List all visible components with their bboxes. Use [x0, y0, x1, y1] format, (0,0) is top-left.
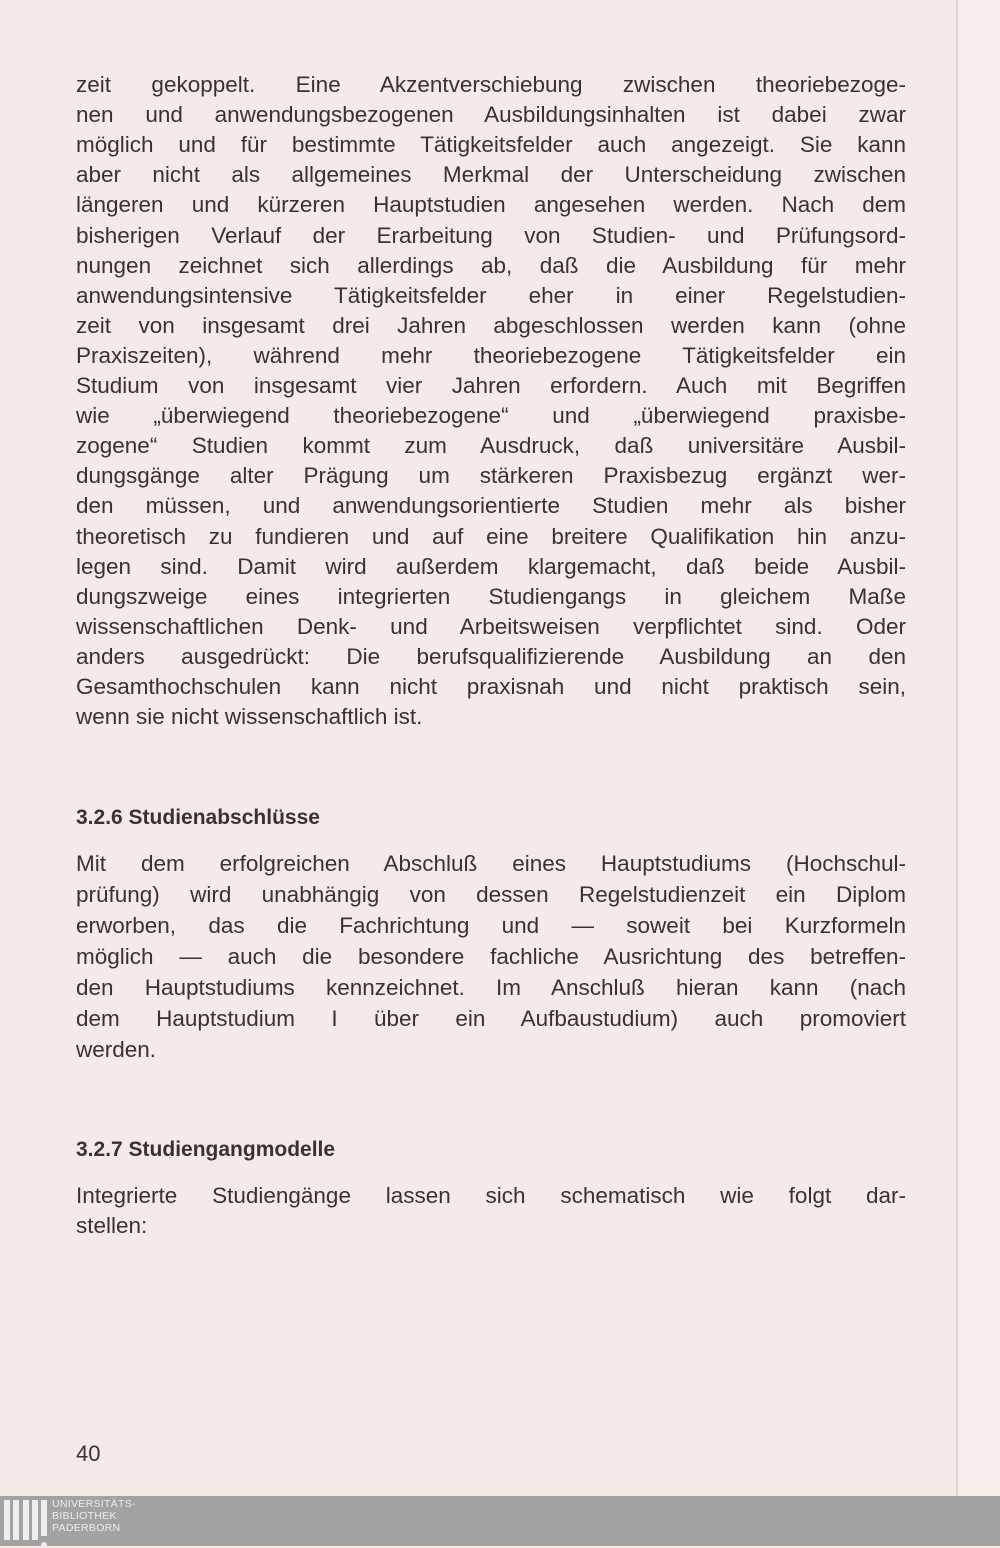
text-line: längeren und kürzeren Hauptstudien angesehen werden. Nach dem — [76, 192, 906, 218]
text-line: dungszweige eines integrierten Studiengangs in gleichem Maße — [76, 583, 906, 609]
text-line: wie „überwiegend theoriebezogene“ und „überwiegend praxisbe- — [76, 403, 906, 429]
logo-line: PADERBORN — [52, 1522, 121, 1534]
section-heading-3-2-6: 3.2.6 Studienabschlüsse — [76, 806, 320, 829]
logo-line: BIBLIOTHEK — [52, 1510, 117, 1522]
logo-line: UNIVERSITÄTS- — [52, 1498, 136, 1510]
text-line: zogene“ Studien kommt zum Ausdruck, daß universitäre Ausbil- — [76, 433, 906, 459]
text-line: prüfung) wird unabhängig von dessen Regelstudienzeit ein Diplom — [76, 882, 906, 907]
page-fold-line — [956, 0, 958, 1496]
library-footer-bar — [0, 1496, 1000, 1546]
text-line: dungsgänge alter Prägung um stärkeren Praxisbezug ergänzt wer- — [76, 463, 906, 489]
text-line: aber nicht als allgemeines Merkmal der Unterscheidung zwischen — [76, 162, 906, 188]
text-line: legen sind. Damit wird außerdem klargemacht, daß beide Ausbil- — [76, 553, 906, 579]
text-line: Studium von insgesamt vier Jahren erfordern. Auch mit Begriffen — [76, 373, 906, 398]
text-line: werden. — [76, 1037, 157, 1062]
text-line: zeit von insgesamt drei Jahren abgeschlossen werden kann (ohne — [76, 312, 906, 338]
library-logo-text — [52, 1498, 136, 1534]
adjacent-page-edge — [958, 0, 1000, 1496]
text-line: den Hauptstudiums kennzeichnet. Im Anschluß hieran kann (nach — [76, 975, 906, 1000]
text-line: anders ausgedrückt: Die berufsqualifizierende Ausbildung an den — [76, 643, 906, 669]
text-line: wenn sie nicht wissenschaftlich ist. — [76, 704, 423, 730]
text-line: theoretisch zu fundieren und auf eine breitere Qualifikation hin anzu- — [76, 523, 906, 549]
text-line: den müssen, und anwendungsorientierte Studien mehr als bisher — [76, 493, 906, 519]
text-line: wissenschaftlichen Denk- und Arbeitsweisen verpflichtet sind. Oder — [76, 613, 906, 639]
text-line: Praxiszeiten), während mehr theoriebezogene Tätigkeitsfelder ein — [76, 342, 906, 368]
text-line: erworben, das die Fachrichtung und — soweit bei Kurzformeln — [76, 913, 906, 938]
text-line: Gesamthochschulen kann nicht praxisnah und nicht praktisch sein, — [76, 674, 906, 699]
text-line: dem Hauptstudium I über ein Aufbaustudium) auch promoviert — [76, 1006, 906, 1031]
page-number: 40 — [76, 1441, 101, 1466]
text-line: Integrierte Studiengänge lassen sich schematisch wie folgt dar- — [76, 1183, 906, 1208]
text-line: stellen: — [76, 1213, 148, 1238]
section-heading-3-2-7: 3.2.7 Studiengangmodelle — [76, 1138, 336, 1161]
text-line: möglich und für bestimmte Tätigkeitsfelder auch angezeigt. Sie kann — [76, 132, 906, 158]
text-line: nen und anwendungsbezogenen Ausbildungsinhalten ist dabei zwar — [76, 102, 906, 128]
text-line: zeit gekoppelt. Eine Akzentverschiebung zwischen theoriebezoge- — [76, 72, 906, 97]
text-line: möglich — auch die besondere fachliche Ausrichtung des betreffen- — [76, 944, 906, 969]
text-line: Mit dem erfolgreichen Abschluß eines Hauptstudiums (Hochschul- — [76, 851, 906, 876]
text-line: bisherigen Verlauf der Erarbeitung von Studien- und Prüfungsord- — [76, 222, 906, 248]
text-line: nungen zeichnet sich allerdings ab, daß die Ausbildung für mehr — [76, 252, 906, 278]
text-line: anwendungsintensive Tätigkeitsfelder eher in einer Regelstudien- — [76, 282, 906, 308]
